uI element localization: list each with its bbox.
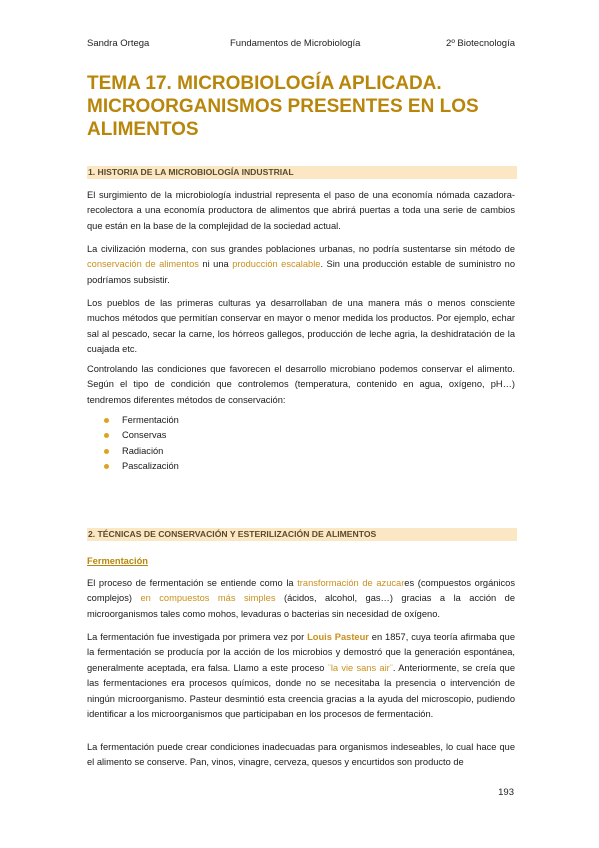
bullet-icon — [104, 464, 109, 469]
paragraph-4: Controlando las condiciones que favorecen el desarrollo microbiano podemos conservar el alimento. Según el tipo de condición que controlemos (temperatura, contenido en agua, oxígeno, pH…) tendremos diferentes métodos de conservación: — [87, 364, 515, 405]
section-heading-1 — [87, 166, 517, 179]
highlight-conservacion: conservación de alimentos — [87, 259, 199, 270]
section-heading-2-text: 2. TÉCNICAS DE CONSERVACIÓN Y ESTERILIZACIÓN DE ALIMENTOS — [88, 529, 377, 539]
page-header — [87, 38, 515, 50]
text-run: (ácidos, alcohol, gas…) gracias a la acción de microorganismos tales como mohos, levaduras o bacterias sin necesidad de oxígeno. — [87, 593, 515, 619]
highlight-transformacion: transformación de azucar — [297, 578, 405, 588]
section-heading-1-text: 1. HISTORIA DE LA MICROBIOLOGÍA INDUSTRIAL — [88, 167, 294, 177]
paragraph-1: El surgimiento de la microbiología industrial representa el paso de una economía nómada cazadora-recolectora a una economía productora de alimentos que abrirá puertas a toda una serie de cambios que están en la base de la complejidad de la sociedad actual. — [87, 190, 515, 231]
bullet-icon — [104, 449, 109, 454]
list-item-label: Pascalización — [122, 461, 179, 472]
text-run: La fermentación fue investigada por primera vez por — [87, 632, 308, 642]
paragraph-2 — [87, 242, 515, 288]
subheading-fermentacion: Fermentación — [87, 556, 148, 566]
highlight-compuestos: en compuestos más simples — [140, 593, 276, 604]
text-run: El proceso de fermentación se entiende como la — [87, 578, 298, 588]
text-run: ni una — [198, 259, 233, 270]
highlight-pasteur: Louis Pasteur — [307, 632, 369, 642]
text-run: . Sin una producción estable de suministro no podríamos subsistir. — [87, 259, 515, 285]
paragraph-6 — [87, 630, 515, 722]
bullet-icon — [104, 418, 109, 423]
list-item-label: Fermentación — [122, 415, 179, 425]
text-run: en 1857, cuya teoría afirmaba que la fermentación se producía por la acción de los microbios y demostró que la generación espontánea, generalmente aceptada, era falsa. Llamo a este proceso — [87, 632, 515, 673]
list-item-label: Conservas — [122, 430, 167, 441]
header-author: Sandra Ortega — [87, 38, 150, 49]
highlight-vie-sans-air: ¨la vie sans air¨ — [327, 662, 393, 673]
page-title: TEMA 17. MICROBIOLOGÍA APLICADA. MICROORGANISMOS PRESENTES EN LOS ALIMENTOS — [87, 73, 479, 140]
bullet-icon — [104, 433, 109, 438]
list-item — [104, 444, 179, 459]
header-subject: Fundamentos de Microbiología — [230, 38, 361, 49]
header-course: 2º Biotecnología — [446, 38, 515, 49]
paragraph-5 — [87, 576, 515, 622]
section-heading-2 — [87, 528, 517, 541]
list-item — [104, 459, 179, 474]
text-run: es (compuestos orgánicos complejos) — [87, 578, 515, 604]
list-item — [104, 413, 179, 428]
list-item-label: Radiación — [122, 445, 164, 456]
list-item — [104, 428, 179, 443]
text-run: . Anteriormente, se creía que las fermentaciones era procesos químicos, donde no se necesitaba la presencia o intervención de ningún microorganismo. Pasteur desmintió esta creencia gracias a la ayuda del microscopio, pudiendo identificar a los microorganismos que participaban en los procesos de fermentación. — [87, 662, 516, 720]
paragraph-7: La fermentación puede crear condiciones inadecuadas para organismos indeseables, lo cual hace que el alimento se conserve. Pan, vinos, vinagre, cerveza, quesos y encurtidos son producto de — [87, 742, 515, 768]
conservation-methods-list — [104, 413, 179, 475]
paragraph-3: Los pueblos de las primeras culturas ya desarrollaban de una manera más o menos consciente muchos métodos que permitían conservar en mayor o menor medida los productos. Por ejemplo, echar sal al pescado, secar la carne, los hórreos gallegos, producción de leche agria, la deshidratación de la cuajada etc. — [87, 298, 515, 355]
highlight-produccion: producción escalable — [232, 259, 321, 270]
text-run: La civilización moderna, con sus grandes poblaciones urbanas, no podría sustentarse sin método de — [87, 244, 515, 254]
page-number: 193 — [498, 787, 514, 798]
